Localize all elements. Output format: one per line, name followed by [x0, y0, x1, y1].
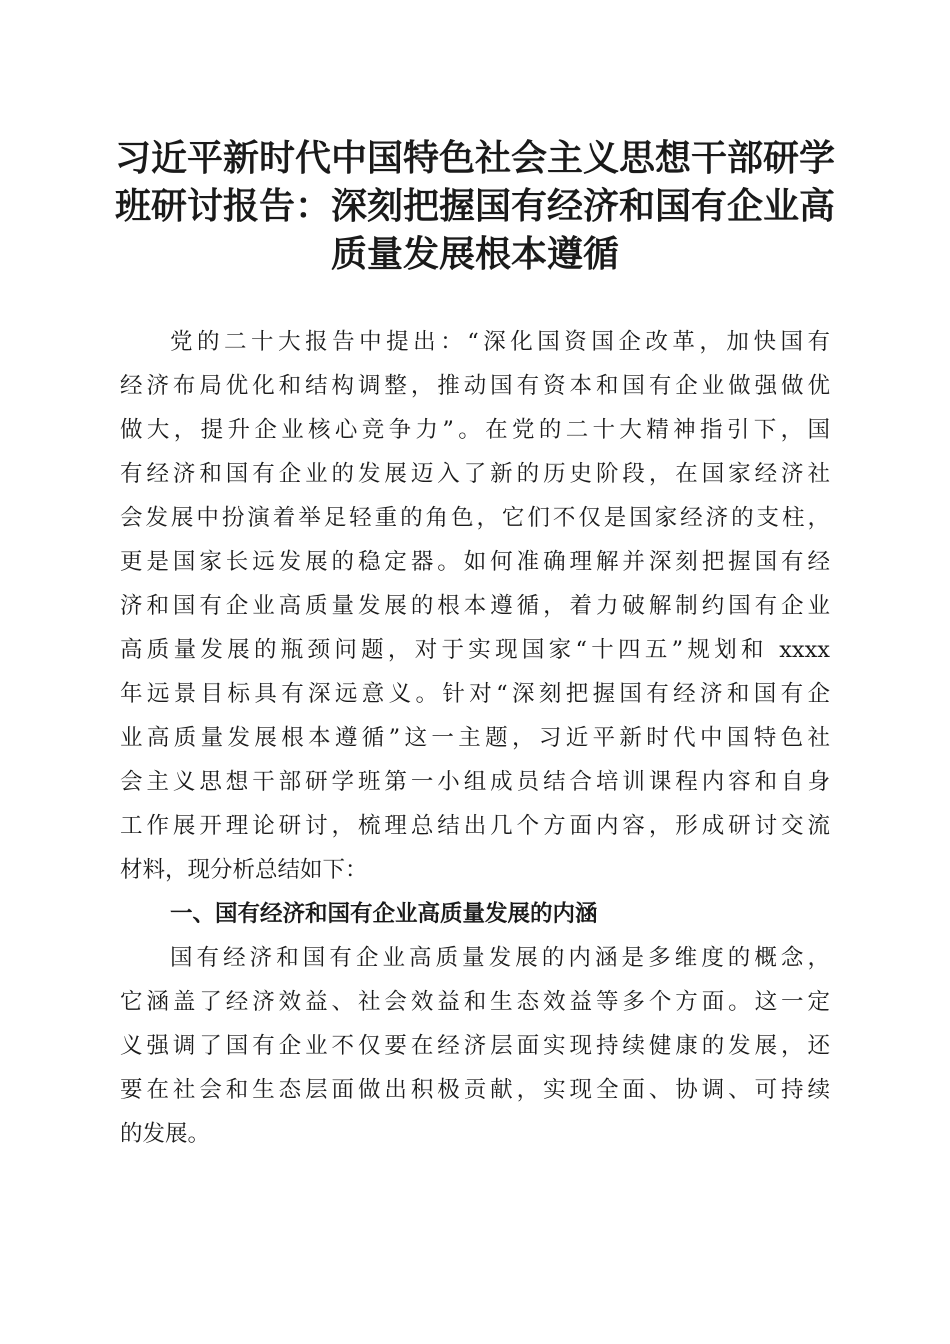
text-line: 经济布局优化和结构调整，推动国有资本和国有企业做强做优: [120, 373, 830, 399]
title-line: 质量发展根本遵循: [330, 233, 619, 275]
title-line: 班研讨报告：深刻把握国有经济和国有企业高: [114, 185, 835, 227]
text-line: 要在社会和生态层面做出积极贡献，实现全面、协调、可持续: [120, 1077, 830, 1103]
text-line: 材料，现分析总结如下：: [120, 857, 368, 883]
text-line: 党的二十大报告中提出：“深化国资国企改革，加快国有: [170, 329, 830, 355]
text-line: 工作展开理论研讨，梳理总结出几个方面内容，形成研讨交流: [120, 813, 830, 839]
text-line: 济和国有企业高质量发展的根本遵循，着力破解制约国有企业: [120, 593, 830, 619]
text-line: 的发展。: [120, 1121, 211, 1147]
text-line: 会主义思想干部研学班第一小组成员结合培训课程内容和自身: [120, 769, 830, 795]
title-line: 习近平新时代中国特色社会主义思想干部研学: [114, 137, 835, 179]
section-heading: 一、国有经济和国有企业高质量发展的内涵: [170, 901, 598, 927]
text-line: 更是国家长远发展的稳定器。如何准确理解并深刻把握国有经: [120, 549, 830, 575]
text-line: 国有经济和国有企业高质量发展的内涵是多维度的概念，: [170, 945, 830, 971]
document-title: [100, 134, 850, 278]
document-body: [120, 320, 830, 1156]
text-line: 有经济和国有企业的发展迈入了新的历史阶段，在国家经济社: [120, 461, 830, 487]
paragraph-intro: [120, 320, 830, 892]
text-line: 义强调了国有企业不仅要在经济层面实现持续健康的发展，还: [120, 1033, 830, 1059]
text-line: 年远景目标具有深远意义。针对“深刻把握国有经济和国有企: [120, 681, 830, 707]
paragraph-connotation: [120, 936, 830, 1156]
text-line: 它涵盖了经济效益、社会效益和生态效益等多个方面。这一定: [120, 989, 830, 1015]
text-line: 高质量发展的瓶颈问题，对于实现国家“十四五”规划和 xxxx: [120, 637, 830, 663]
text-line: 业高质量发展根本遵循”这一主题，习近平新时代中国特色社: [120, 725, 830, 751]
text-line: 做大，提升企业核心竞争力”。在党的二十大精神指引下，国: [120, 417, 830, 443]
text-line: 会发展中扮演着举足轻重的角色，它们不仅是国家经济的支柱，: [120, 505, 830, 531]
